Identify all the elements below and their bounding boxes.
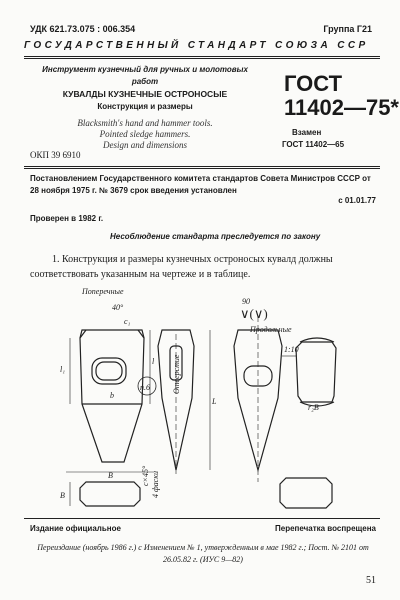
decree-text: Постановлением Государственного комитета стандартов Совета Министров СССР от 28 ноября 1975 г. № 3679 срок введения установлен <box>30 174 371 195</box>
document-subtitle: Конструкция и размеры <box>97 102 193 111</box>
edition-official: Издание официальное <box>30 524 121 533</box>
instrument-line: Инструмент кузнечный для ручных и молотовых работ <box>42 65 248 86</box>
label-poperechnye: Поперечные <box>82 287 124 296</box>
section-rule <box>24 168 380 169</box>
title-block <box>30 64 260 151</box>
reprint-forbidden: Перепечатка воспрещена <box>275 524 376 533</box>
hammer-front-top-bevel <box>80 330 144 338</box>
section-rule <box>24 166 380 167</box>
gost-number <box>284 72 399 120</box>
group-code: Группа Г21 <box>323 24 372 34</box>
deadline-date: с 01.01.77 <box>338 196 376 205</box>
label-B-side: B <box>60 491 65 500</box>
page-number: 51 <box>366 575 376 586</box>
label-B-top: B <box>108 471 113 480</box>
replace-label: Взамен <box>292 128 322 137</box>
label-c1: c₁ <box>124 317 131 326</box>
gost-label: ГОСТ <box>284 71 343 96</box>
label-l: l <box>152 357 155 366</box>
header-rule <box>24 56 380 57</box>
label-b: b <box>110 391 114 400</box>
changes-note: Переиздание (ноябрь 1986 г.) с Изменением № 1, утвержденным в мае 1982 г.; Пост. № 2101 от 26.05.82 г. (ИУС 9—82) <box>37 543 369 564</box>
roughness-value: 90 <box>242 297 250 306</box>
label-angle: 40° <box>112 303 124 312</box>
replace-value: ГОСТ 11402—65 <box>282 140 345 149</box>
standard-header: ГОСУДАРСТВЕННЫЙ СТАНДАРТ СОЮЗА ССР <box>24 40 369 51</box>
document-title: КУВАЛДЫ КУЗНЕЧНЫЕ ОСТРОНОСЫЕ <box>62 89 228 99</box>
label-prodolnye: Продольные <box>250 325 292 334</box>
gost-code: 11402—75* <box>284 95 399 120</box>
body-paragraph: 1. Конструкция и размеры кузнечных остроносых кувалд должны соответствовать указанным на чертеже и в таблице. <box>30 254 333 280</box>
footer-rule <box>24 518 380 519</box>
label-hole: Отверстие <box>172 354 181 394</box>
face-view-left <box>80 482 140 506</box>
hammer-drawing <box>30 286 376 512</box>
face-view-right <box>280 478 332 508</box>
violation-notice: Несоблюдение стандарта преследуется по закону <box>110 232 321 241</box>
roughness-symbol: ∨(∨) <box>240 306 268 321</box>
label-L: L <box>212 397 217 406</box>
label-4faski: 4 фаски <box>151 471 160 498</box>
label-p6: п.6 <box>140 383 150 392</box>
label-bevel: с×45° <box>141 465 150 486</box>
label-l1: l₁ <box>60 365 66 374</box>
label-r2b: r₂B <box>308 403 319 412</box>
english-title-1: Blacksmith's hand and hammer tools. <box>77 118 213 128</box>
label-slope: 1:10 <box>284 345 299 354</box>
checked-year: Проверен в 1982 г. <box>30 214 104 223</box>
udk-code: УДК 621.73.075 : 006.354 <box>30 24 136 34</box>
english-title-3: Design and dimensions <box>103 140 187 150</box>
okp-code: ОКП 39 6910 <box>30 150 81 160</box>
hammer-profile-outline <box>296 342 336 402</box>
english-title-2: Pointed sledge hammers. <box>99 129 191 139</box>
header-rule <box>24 58 380 59</box>
